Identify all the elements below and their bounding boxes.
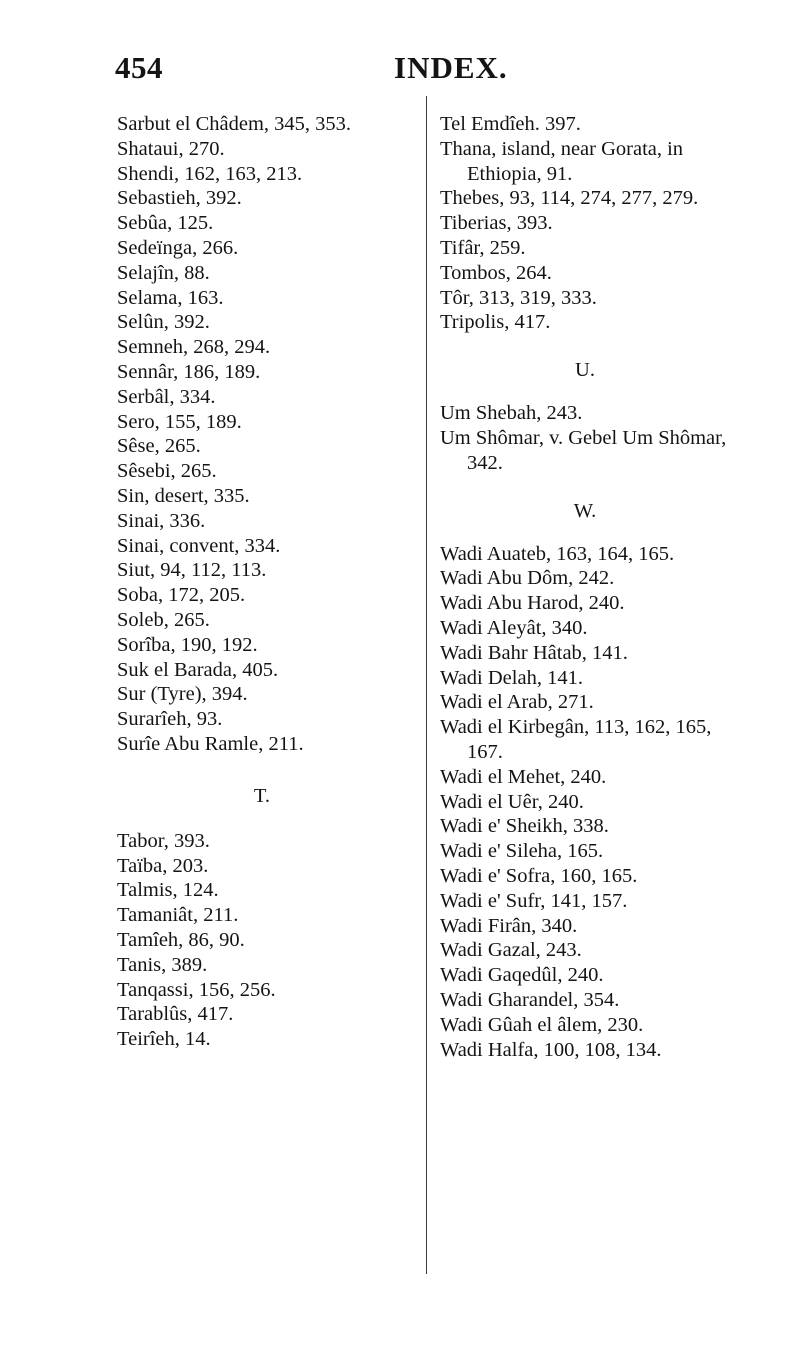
index-entry: Wadi el Uêr, 240. xyxy=(440,790,584,813)
index-entry: Tôr, 313, 319, 333. xyxy=(440,286,597,309)
left-column xyxy=(117,112,417,1052)
index-entry: Sêse, 265. xyxy=(117,435,201,458)
index-entry: Um Shômar, v. Gebel Um Shômar, 342. xyxy=(440,426,727,474)
index-entry: Sinai, 336. xyxy=(117,509,206,532)
index-entry: Wadi Delah, 141. xyxy=(440,666,583,689)
index-entry: Thana, island, near Gorata, in Ethiopia, 91. xyxy=(440,137,684,185)
index-entry: Sebastieh, 392. xyxy=(117,187,242,210)
page-number: 454 xyxy=(115,50,163,85)
index-entry: Tripolis, 417. xyxy=(440,311,551,334)
index-entry: Suk el Barada, 405. xyxy=(117,658,279,681)
index-entry: Tifâr, 259. xyxy=(440,236,526,259)
section-letter-t: T. xyxy=(253,784,271,807)
index-entry: Serbâl, 334. xyxy=(117,385,216,408)
index-entry: Wadi el Kirbegân, 113, 162, 165, 167. xyxy=(440,716,712,763)
index-entry: Sin, desert, 335. xyxy=(117,484,250,507)
index-entry: Surarîeh, 93. xyxy=(117,708,223,731)
index-entry: Tanis, 389. xyxy=(117,953,208,976)
index-entry: Wadi Halfa, 100, 108, 134. xyxy=(440,1038,662,1061)
index-entry: Tarablûs, 417. xyxy=(117,1003,234,1026)
index-entry: Sero, 155, 189. xyxy=(117,410,242,433)
index-entry: Sarbut el Châdem, 345, 353. xyxy=(117,113,352,135)
index-entry: Tiberias, 393. xyxy=(440,212,553,235)
column-divider xyxy=(426,96,427,1274)
index-entry: Wadi e' Sheikh, 338. xyxy=(440,815,609,838)
index-entry: Wadi e' Sofra, 160, 165. xyxy=(440,864,638,887)
index-entry: Soleb, 265. xyxy=(117,608,210,631)
index-entry: Wadi Bahr Hâtab, 141. xyxy=(440,641,628,664)
right-column xyxy=(440,112,740,1062)
index-entry: Tel Emdîeh. 397. xyxy=(440,113,581,135)
index-entry: Selûn, 392. xyxy=(117,311,210,334)
index-entry: Wadi Abu Harod, 240. xyxy=(440,592,625,615)
index-entry: Taïba, 203. xyxy=(117,854,209,877)
index-entry: Wadi el Mehet, 240. xyxy=(440,765,607,788)
index-entry: Sennâr, 186, 189. xyxy=(117,360,261,383)
index-entry: Wadi Abu Dôm, 242. xyxy=(440,567,615,590)
index-entry: Wadi Firân, 340. xyxy=(440,914,578,937)
index-entry: Sedeïnga, 266. xyxy=(117,236,239,259)
index-entry: Teirîeh, 14. xyxy=(117,1028,211,1051)
index-entry: Wadi Auateb, 163, 164, 165. xyxy=(440,542,675,565)
index-entry: Wadi e' Sufr, 141, 157. xyxy=(440,889,628,912)
index-entry: Shataui, 270. xyxy=(117,137,225,160)
index-entry: Wadi e' Sileha, 165. xyxy=(440,840,604,863)
index-entry: Wadi Aleyât, 340. xyxy=(440,616,588,639)
index-entry: Wadi el Arab, 271. xyxy=(440,691,594,714)
section-letter-w: W. xyxy=(573,499,597,522)
index-entry: Shendi, 162, 163, 213. xyxy=(117,162,303,185)
index-entry: Tanqassi, 156, 256. xyxy=(117,978,276,1001)
index-entry: Sorîba, 190, 192. xyxy=(117,633,258,656)
index-entry: Wadi Gazal, 243. xyxy=(440,939,582,962)
index-entry: Tamaniât, 211. xyxy=(117,904,239,927)
index-entry: Selajîn, 88. xyxy=(117,261,210,284)
index-entry: Um Shebah, 243. xyxy=(440,402,583,425)
index-entry: Sur (Tyre), 394. xyxy=(117,683,248,706)
index-entry: Selama, 163. xyxy=(117,286,224,309)
index-entry: Tabor, 393. xyxy=(117,829,210,852)
section-letter-u: U. xyxy=(575,359,595,382)
index-entry: Sêsebi, 265. xyxy=(117,460,217,483)
index-entry: Soba, 172, 205. xyxy=(117,584,246,607)
running-head: INDEX. xyxy=(394,50,508,85)
index-entry: Talmis, 124. xyxy=(117,879,219,902)
index-entry: Siut, 94, 112, 113. xyxy=(117,559,267,582)
index-entry: Thebes, 93, 114, 274, 277, 279. xyxy=(440,187,699,210)
index-entry: Wadi Gûah el âlem, 230. xyxy=(440,1013,644,1036)
index-entry: Tamîeh, 86, 90. xyxy=(117,928,245,951)
index-entry: Sinai, convent, 334. xyxy=(117,534,281,557)
index-entry: Sebûa, 125. xyxy=(117,212,214,235)
page-header xyxy=(0,50,800,90)
index-entry: Tombos, 264. xyxy=(440,261,552,284)
index-entry: Semneh, 268, 294. xyxy=(117,336,271,359)
index-entry: Wadi Gharandel, 354. xyxy=(440,988,620,1011)
index-entry: Surîe Abu Ramle, 211. xyxy=(117,732,304,755)
index-entry: Wadi Gaqedûl, 240. xyxy=(440,964,604,987)
